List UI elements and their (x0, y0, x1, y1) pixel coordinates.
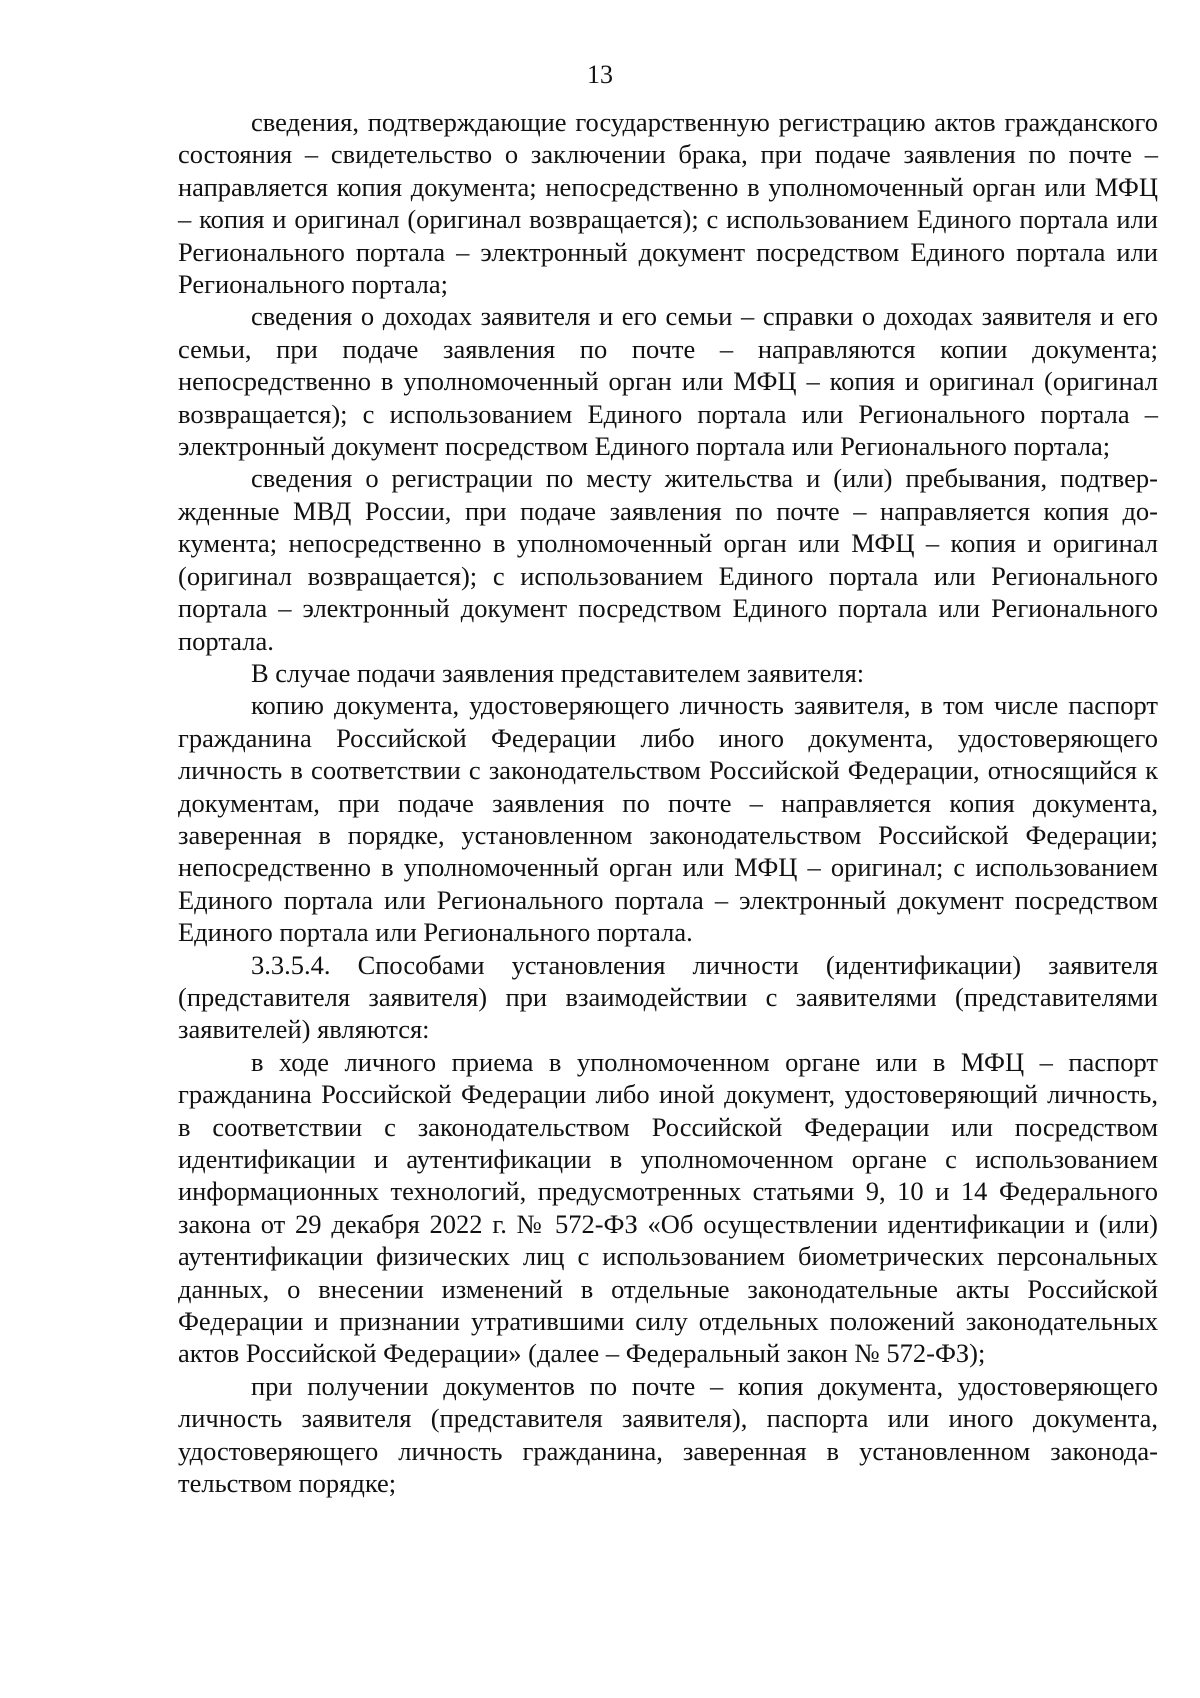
paragraph-identification-methods: 3.3.5.4. Способами установления личности (идентификации) заявителя (представителя заявителя) при взаимодействии с заявителями (представителями заявителей) являются: (178, 949, 1158, 1045)
paragraph-identity-document-copy: копию документа, удостоверяющего личность заявителя, в том числе паспорт гражданина Российской Федерации либо иного документа, удостоверяющего личность в соответствии с законодательством Российской Федерации, относящийся к документам, при подаче заявления по почте – направляется копия документа, заверенная в порядке, установленном законодательством Российской Федерации; непосредственно в уполномоченный орган или МФЦ – оригинал; с использованием Единого портала или Регионального портала – электронный документ посредством Единого портала или Регионального портала. (178, 690, 1158, 948)
paragraph-income-info: сведения о доходах заявителя и его семьи – справки о доходах заявителя и его семьи, при подаче заявления по почте – направляются копии документа; непосредственно в уполномоченный орган или МФЦ – копия и оригинал (оригинал возвращается); с использованием Единого портала или Регионального портала – электронный документ посредством Единого портала или Регионального портала; (178, 301, 1158, 462)
paragraph-marriage-certificate: сведения, подтверждающие государственную регистрацию актов гражданского состояния – свидетельство о заключении брака, при подаче заявления по почте – направляется копия документа; непосредственно в уполномоченный орган или МФЦ – копия и оригинал (оригинал возвращается); с использованием Единого портала или Регионального портала – электронный документ посредством Единого портала или Регионального портала; (178, 107, 1158, 300)
paragraph-registration-info: сведения о регистрации по месту жительства и (или) пребывания, подтвержденные МВД России, при подаче заявления по почте – направляется копия документа; непосредственно в уполномоченный орган или МФЦ – копия и оригинал (оригинал возвращается); с использованием Единого портала или Регионального портала – электронный документ посредством Единого портала или Регионального портала. (178, 463, 1158, 656)
document-body (178, 106, 1158, 1499)
paragraph-representative-intro: В случае подачи заявления представителем заявителя: (251, 657, 865, 688)
paragraph-personal-reception: в ходе личного приема в уполномоченном органе или в МФЦ – паспорт гражданина Российской Федерации либо иной документ, удостоверяющий личность, в соответствии с законодательством Российской Федерации или посредством идентификации и аутентификации в уполномоченном органе с использованием информационных технологий, предусмотренных статьями 9, 10 и 14 Федерального закона от 29 декабря 2022 г. № 572-ФЗ «Об осуществлении идентификации и (или) аутентификации физических лиц с использованием биометрических персональных данных, о внесении изменений в отдельные законодательные акты Российской Федерации и признании утратившими силу отдельных положений законодательных актов Российской Федерации» (далее – Федеральный закон № 572-ФЗ); (178, 1046, 1158, 1369)
page-number: 13 (587, 60, 613, 89)
paragraph-postal-documents: при получении документов по почте – копия документа, удостоверяющего личность заявителя (представителя заявителя), паспорта или иного документа, удостоверяющего личность гражданина, заверенная в установленном законодательством порядке; (178, 1370, 1158, 1499)
